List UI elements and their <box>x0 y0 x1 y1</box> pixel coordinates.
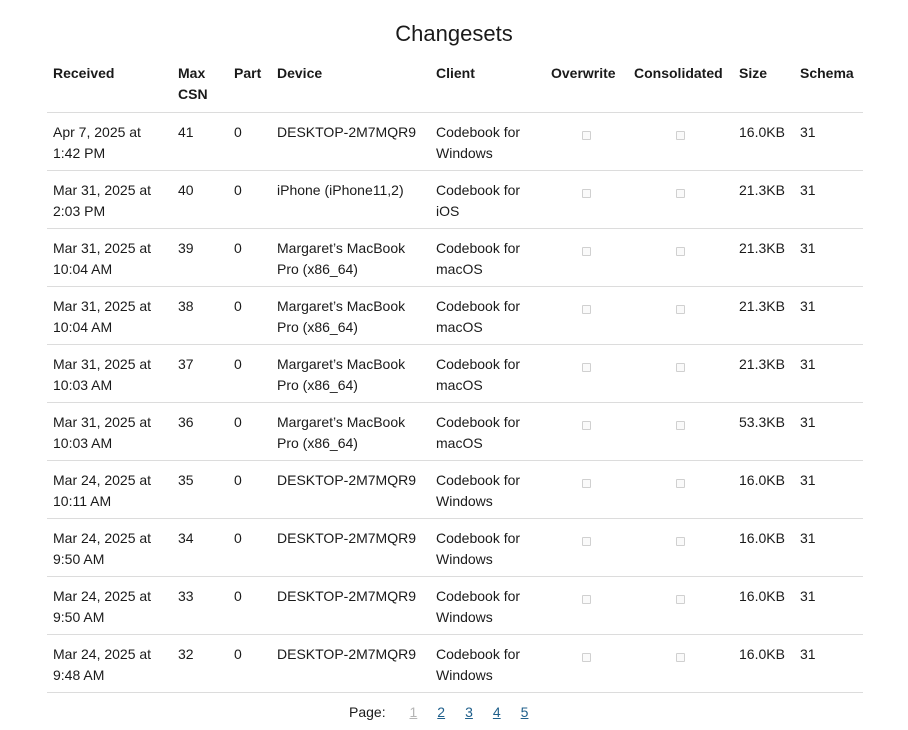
cell-overwrite <box>545 229 628 287</box>
cell-max-csn: 37 <box>172 345 228 403</box>
cell-max-csn: 36 <box>172 403 228 461</box>
cell-schema: 31 <box>794 113 863 171</box>
table-row <box>47 461 863 519</box>
cell-size: 21.3KB <box>733 287 794 345</box>
table-row <box>47 113 863 171</box>
cell-device: DESKTOP-2M7MQR9 <box>271 519 430 577</box>
consolidated-checkbox[interactable] <box>676 537 685 546</box>
column-header-consolidated[interactable]: Consolidated <box>628 61 733 113</box>
cell-overwrite <box>545 635 628 693</box>
pagination-label: Page: <box>349 704 386 720</box>
cell-schema: 31 <box>794 403 863 461</box>
consolidated-checkbox-wrap <box>634 296 727 319</box>
changesets-table <box>47 61 863 693</box>
cell-part: 0 <box>228 171 271 229</box>
page-link-1: 1 <box>409 704 418 720</box>
consolidated-checkbox-wrap <box>634 470 727 493</box>
consolidated-checkbox-wrap <box>634 412 727 435</box>
cell-received: Mar 31, 2025 at 10:03 AM <box>47 345 172 403</box>
column-header-device[interactable]: Device <box>271 61 430 113</box>
cell-consolidated <box>628 519 733 577</box>
cell-consolidated <box>628 229 733 287</box>
cell-schema: 31 <box>794 519 863 577</box>
consolidated-checkbox-wrap <box>634 586 727 609</box>
cell-max-csn: 35 <box>172 461 228 519</box>
cell-overwrite <box>545 461 628 519</box>
overwrite-checkbox[interactable] <box>582 305 591 314</box>
cell-client: Codebook for Windows <box>430 635 545 693</box>
cell-device: DESKTOP-2M7MQR9 <box>271 461 430 519</box>
cell-size: 16.0KB <box>733 577 794 635</box>
consolidated-checkbox[interactable] <box>676 653 685 662</box>
overwrite-checkbox[interactable] <box>582 537 591 546</box>
consolidated-checkbox[interactable] <box>676 363 685 372</box>
cell-device: Margaret’s MacBook Pro (x86_64) <box>271 287 430 345</box>
table-row <box>47 229 863 287</box>
overwrite-checkbox[interactable] <box>582 479 591 488</box>
page-link-2[interactable]: 2 <box>437 704 446 720</box>
cell-part: 0 <box>228 287 271 345</box>
cell-part: 0 <box>228 577 271 635</box>
page-link-3[interactable]: 3 <box>465 704 473 720</box>
cell-device: DESKTOP-2M7MQR9 <box>271 113 430 171</box>
cell-schema: 31 <box>794 229 863 287</box>
cell-received: Mar 31, 2025 at 10:03 AM <box>47 403 172 461</box>
cell-client: Codebook for Windows <box>430 519 545 577</box>
overwrite-checkbox-wrap <box>551 122 622 145</box>
cell-device: Margaret’s MacBook Pro (x86_64) <box>271 229 430 287</box>
cell-max-csn: 41 <box>172 113 228 171</box>
cell-consolidated <box>628 461 733 519</box>
cell-size: 21.3KB <box>733 229 794 287</box>
pagination <box>349 702 538 722</box>
cell-overwrite <box>545 345 628 403</box>
cell-max-csn: 39 <box>172 229 228 287</box>
cell-max-csn: 34 <box>172 519 228 577</box>
cell-overwrite <box>545 113 628 171</box>
cell-size: 16.0KB <box>733 113 794 171</box>
table-body <box>47 113 863 693</box>
overwrite-checkbox[interactable] <box>582 189 591 198</box>
cell-part: 0 <box>228 403 271 461</box>
cell-max-csn: 33 <box>172 577 228 635</box>
table-row <box>47 287 863 345</box>
overwrite-checkbox-wrap <box>551 412 622 435</box>
consolidated-checkbox-wrap <box>634 528 727 551</box>
cell-client: Codebook for Windows <box>430 113 545 171</box>
cell-consolidated <box>628 171 733 229</box>
cell-device: DESKTOP-2M7MQR9 <box>271 635 430 693</box>
table-row <box>47 577 863 635</box>
consolidated-checkbox-wrap <box>634 122 727 145</box>
cell-overwrite <box>545 171 628 229</box>
cell-client: Codebook for macOS <box>430 345 545 403</box>
overwrite-checkbox-wrap <box>551 644 622 667</box>
cell-received: Mar 24, 2025 at 9:50 AM <box>47 519 172 577</box>
table-row <box>47 403 863 461</box>
cell-consolidated <box>628 287 733 345</box>
consolidated-checkbox-wrap <box>634 644 727 667</box>
column-header-received[interactable]: Received <box>47 61 172 113</box>
cell-consolidated <box>628 577 733 635</box>
cell-size: 16.0KB <box>733 519 794 577</box>
cell-part: 0 <box>228 461 271 519</box>
cell-schema: 31 <box>794 577 863 635</box>
table-row <box>47 345 863 403</box>
cell-consolidated <box>628 403 733 461</box>
overwrite-checkbox-wrap <box>551 528 622 551</box>
cell-consolidated <box>628 345 733 403</box>
cell-size: 53.3KB <box>733 403 794 461</box>
consolidated-checkbox[interactable] <box>676 479 685 488</box>
page-link-5[interactable]: 5 <box>520 704 529 720</box>
overwrite-checkbox[interactable] <box>582 653 591 662</box>
cell-size: 21.3KB <box>733 171 794 229</box>
cell-max-csn: 32 <box>172 635 228 693</box>
consolidated-checkbox[interactable] <box>676 305 685 314</box>
cell-device: DESKTOP-2M7MQR9 <box>271 577 430 635</box>
cell-size: 16.0KB <box>733 461 794 519</box>
overwrite-checkbox-wrap <box>551 296 622 319</box>
consolidated-checkbox-wrap <box>634 180 727 203</box>
pagination-links <box>399 704 538 720</box>
column-header-schema[interactable]: Schema <box>794 61 863 113</box>
overwrite-checkbox[interactable] <box>582 131 591 140</box>
cell-size: 16.0KB <box>733 635 794 693</box>
cell-client: Codebook for iOS <box>430 171 545 229</box>
cell-schema: 31 <box>794 635 863 693</box>
cell-received: Mar 31, 2025 at 10:04 AM <box>47 287 172 345</box>
overwrite-checkbox-wrap <box>551 238 622 261</box>
cell-received: Apr 7, 2025 at 1:42 PM <box>47 113 172 171</box>
cell-overwrite <box>545 577 628 635</box>
cell-client: Codebook for macOS <box>430 229 545 287</box>
table-row <box>47 171 863 229</box>
consolidated-checkbox-wrap <box>634 238 727 261</box>
cell-received: Mar 24, 2025 at 10:11 AM <box>47 461 172 519</box>
consolidated-checkbox[interactable] <box>676 421 685 430</box>
cell-received: Mar 31, 2025 at 10:04 AM <box>47 229 172 287</box>
cell-device: iPhone (iPhone11,2) <box>271 171 430 229</box>
cell-part: 0 <box>228 113 271 171</box>
overwrite-checkbox[interactable] <box>582 363 591 372</box>
cell-max-csn: 40 <box>172 171 228 229</box>
column-header-max-csn[interactable]: Max CSN <box>172 61 228 113</box>
cell-part: 0 <box>228 519 271 577</box>
column-header-client[interactable]: Client <box>430 61 545 113</box>
cell-client: Codebook for Windows <box>430 577 545 635</box>
cell-schema: 31 <box>794 461 863 519</box>
cell-schema: 31 <box>794 287 863 345</box>
overwrite-checkbox[interactable] <box>582 421 591 430</box>
cell-size: 21.3KB <box>733 345 794 403</box>
cell-overwrite <box>545 403 628 461</box>
cell-device: Margaret’s MacBook Pro (x86_64) <box>271 403 430 461</box>
table-row <box>47 519 863 577</box>
overwrite-checkbox[interactable] <box>582 247 591 256</box>
consolidated-checkbox[interactable] <box>676 189 685 198</box>
cell-part: 0 <box>228 635 271 693</box>
column-header-part[interactable]: Part <box>228 61 271 113</box>
cell-received: Mar 24, 2025 at 9:50 AM <box>47 577 172 635</box>
overwrite-checkbox[interactable] <box>582 595 591 604</box>
cell-client: Codebook for macOS <box>430 403 545 461</box>
page-title: Changesets <box>395 21 513 46</box>
consolidated-checkbox-wrap <box>634 354 727 377</box>
cell-client: Codebook for macOS <box>430 287 545 345</box>
cell-max-csn: 38 <box>172 287 228 345</box>
cell-overwrite <box>545 519 628 577</box>
consolidated-checkbox[interactable] <box>676 131 685 140</box>
page-link-4[interactable]: 4 <box>492 704 501 720</box>
cell-received: Mar 24, 2025 at 9:48 AM <box>47 635 172 693</box>
cell-part: 0 <box>228 345 271 403</box>
column-header-size[interactable]: Size <box>733 61 794 113</box>
table-row <box>47 635 863 693</box>
consolidated-checkbox[interactable] <box>676 595 685 604</box>
cell-received: Mar 31, 2025 at 2:03 PM <box>47 171 172 229</box>
cell-part: 0 <box>228 229 271 287</box>
cell-consolidated <box>628 635 733 693</box>
cell-device: Margaret’s MacBook Pro (x86_64) <box>271 345 430 403</box>
consolidated-checkbox[interactable] <box>676 247 685 256</box>
cell-client: Codebook for Windows <box>430 461 545 519</box>
table-header-row <box>47 61 863 113</box>
cell-overwrite <box>545 287 628 345</box>
overwrite-checkbox-wrap <box>551 180 622 203</box>
cell-consolidated <box>628 113 733 171</box>
cell-schema: 31 <box>794 171 863 229</box>
cell-schema: 31 <box>794 345 863 403</box>
overwrite-checkbox-wrap <box>551 470 622 493</box>
overwrite-checkbox-wrap <box>551 354 622 377</box>
column-header-overwrite[interactable]: Overwrite <box>545 61 628 113</box>
overwrite-checkbox-wrap <box>551 586 622 609</box>
